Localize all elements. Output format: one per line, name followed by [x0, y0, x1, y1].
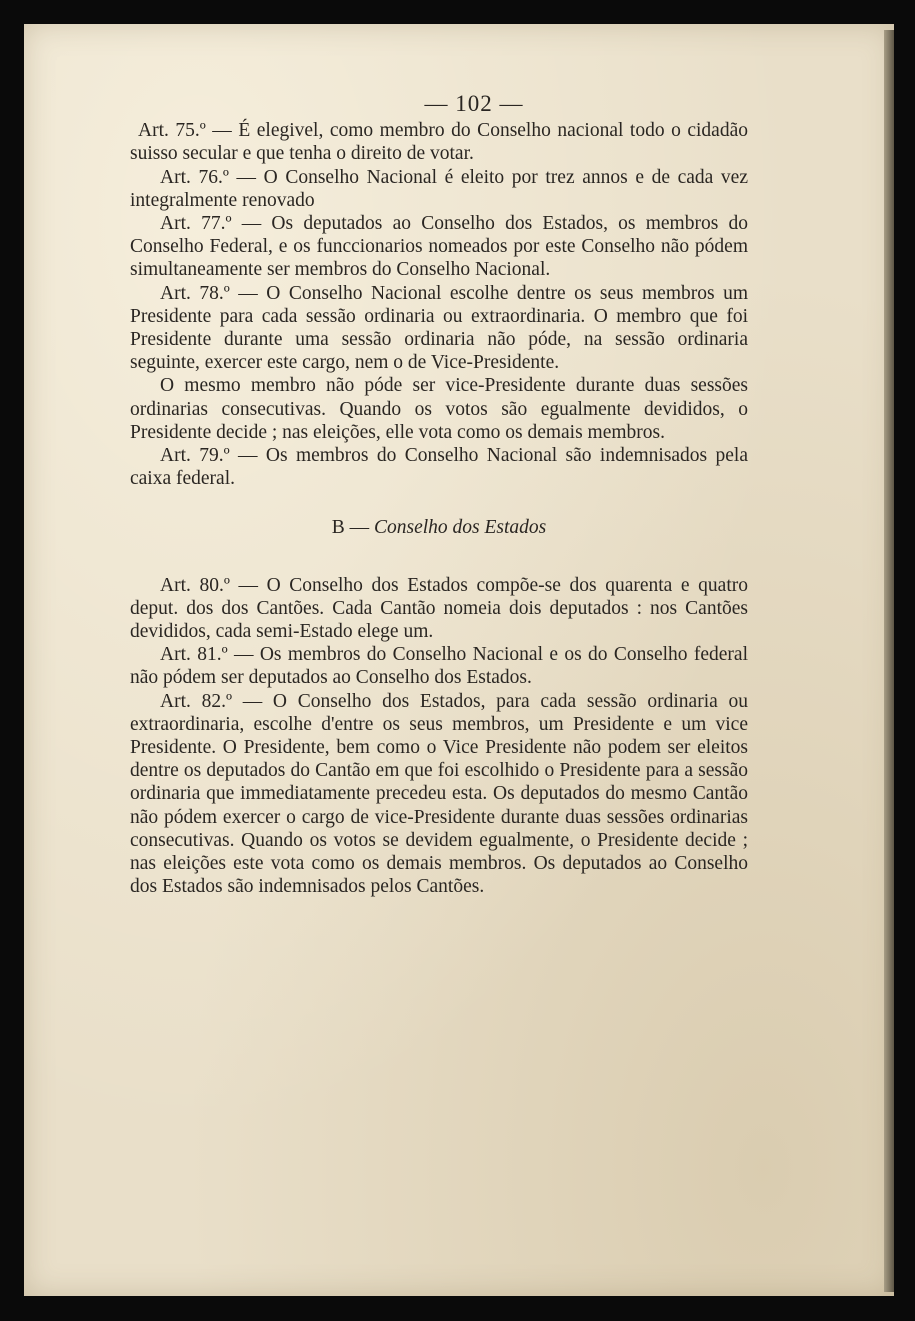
page-text	[130, 92, 748, 899]
book-spine-edge	[884, 30, 894, 1292]
page-number: — 102 —	[424, 91, 524, 116]
article-81: Art. 81.º — Os membros do Conselho Nacional e os do Conselho federal não pódem ser deputados ao Conselho dos Estados.	[130, 644, 748, 689]
article-76: Art. 76.º — O Conselho Nacional é eleito por trez annos e de cada vez integralmente renovado	[130, 166, 748, 211]
article-78-continued: O mesmo membro não póde ser vice-Presidente durante duas sessões ordinarias consecutivas. Quando os votos são egualmente devididos, o Presidente decide ; nas eleições, elle vota como os demais membros.	[130, 375, 748, 443]
article-77: Art. 77.º — Os deputados ao Conselho dos Estados, os membros do Conselho Federal, e os funccionarios nomeados por este Conselho não pódem simultaneamente ser membros do Conselho Nacional.	[130, 213, 748, 281]
article-75: Art. 75.º — É elegivel, como membro do Conselho nacional todo o cidadão suisso secular e que tenha o direito de votar.	[130, 120, 748, 165]
article-79: Art. 79.º — Os membros do Conselho Nacional são indemnisados pela caixa federal.	[130, 445, 748, 490]
article-80: Art. 80.º — O Conselho dos Estados compõe-se dos quarenta e quatro deput. dos dos Cantões. Cada Cantão nomeia dois deputados : nos Cantões devididos, cada semi-Estado elege um.	[130, 574, 748, 643]
article-82: Art. 82.º — O Conselho dos Estados, para cada sessão ordinaria ou extraordinaria, escolhe d'entre os seus membros, um Presidente e um vice Presidente. O Presidente, bem como o Vice Presidente não podem ser eleitos dentre os deputados do Cantão em que foi escolhido o Presidente para a sessão ordinaria que immediatamente precedeu esta. Os deputados do mesmo Cantão não pódem exercer o cargo de vice-Presidente durante duas sessões ordinarias consecutivas. Quando os votos se devidem egualmente, o Presidente decide ; nas eleições este vota como os demais membros. Os deputados ao Conselho dos Estados são indemnisados pelos Cantões.	[130, 690, 748, 898]
section-title: Conselho dos Estados	[374, 517, 547, 539]
article-78: Art. 78.º — O Conselho Nacional escolhe dentre os seus membros um Presidente para cada sessão ordinaria ou extraordinaria. O membro que foi Presidente durante uma sessão ordinaria não póde, na sessão ordinaria seguinte, exercer este cargo, nem o de Vice-Presidente.	[130, 282, 748, 374]
section-heading	[130, 516, 748, 539]
section-letter: B —	[331, 517, 370, 539]
